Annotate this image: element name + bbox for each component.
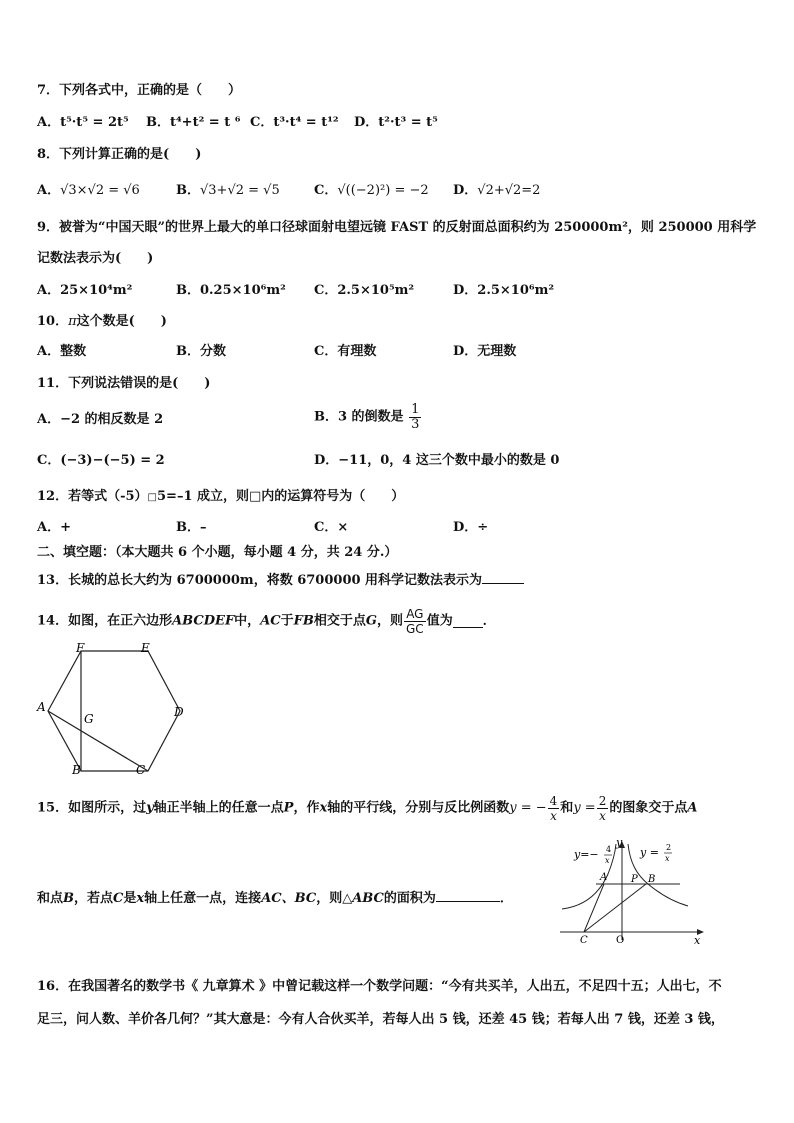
label-f2: y =: [640, 846, 659, 859]
label-a: A: [37, 700, 46, 714]
label-g: G: [84, 712, 94, 726]
q12-option-c: C．×: [314, 520, 349, 535]
q10-option-c: C．有理数: [314, 344, 377, 359]
section-heading: 二、填空题：（本大题共 6 个小题，每小题 4 分，共 24 分.）: [37, 545, 398, 560]
label-point-a: A: [600, 872, 608, 883]
q11-option-c: C．(−3)−(−5) = 2: [37, 453, 165, 468]
q7-option-a: A．t⁵·t⁵ = 2t⁵: [37, 115, 129, 130]
q12-option-b: B．–: [176, 520, 207, 535]
q8-option-c-math: √((−2)²) = −2: [337, 183, 429, 198]
q15-fraction-1: $\frac{4}{x}$: [549, 794, 558, 823]
answer-blank: [482, 571, 524, 584]
label-e: E: [141, 641, 150, 655]
label-c: C: [136, 763, 146, 777]
q7-option-c: C．t³·t⁴ = t¹²: [250, 115, 339, 130]
q9-stem-line1: 9．被誉为“中国天眼”的世界上最大的单口径球面射电望远镜 FAST 的反射面总面积约为 250000m²，则 250000 用科学: [37, 220, 757, 235]
label-point-b: B: [648, 874, 656, 885]
label-d: D: [174, 705, 184, 719]
q8-option-a-math: √3×√2 = √6: [60, 183, 140, 198]
q11-option-a: A．−2 的相反数是 2: [37, 412, 164, 427]
q14-stem: 14．如图，在正六边形ABCDEF中，AC于FB相交于点G，则 $\frac{AG}{GC}$ 值为 ．: [37, 607, 496, 636]
q16-line1: 16．在我国著名的数学书《 九章算术 》中曾记载这样一个数学问题：“今有共买羊，人出五，不足四十五；人出七，不: [37, 979, 722, 994]
hexagon-figure: [30, 640, 200, 780]
q12-stem: 12．若等式（-5）□5=–1 成立，则□内的运算符号为（ ）: [37, 489, 405, 504]
q10-option-d: D．无理数: [453, 344, 517, 359]
label-f2-num: 2: [666, 843, 672, 852]
q7-option-d: D．t²·t³ = t⁵: [354, 115, 438, 130]
q16-line2: 足三，问人数、羊价各几何？”其大意是：今有人合伙买羊，若每人出 5 钱，还差 45 钱；若每人出 7 钱，还差 3 钱，: [37, 1012, 724, 1027]
q13-stem: 13．长城的总长大约为 6700000m，将数 6700000 用科学记数法表示为: [37, 571, 524, 590]
q9-option-d: D．2.5×10⁶m²: [453, 283, 555, 298]
q7-stem: 7．下列各式中，正确的是（ ）: [37, 83, 242, 98]
q12-option-d: D．÷: [453, 520, 489, 535]
label-f2-den: x: [665, 854, 670, 863]
q8-option-a: A．√3×√2 = √6: [37, 183, 140, 198]
label-b: B: [72, 763, 81, 777]
answer-blank: [436, 889, 500, 902]
q8-option-b-math: √3+√2 = √5: [200, 183, 280, 198]
label-f1: y=−: [574, 848, 599, 861]
q15-stem-line2: 和点B，若点C是x轴上任意一点，连接AC、BC，则△ABC的面积为 ．: [37, 891, 513, 906]
q11-fraction: $\frac{1}{3}$: [411, 402, 420, 432]
q12-option-a: A．+: [37, 520, 71, 535]
label-f1-den: x: [605, 856, 610, 865]
q11-option-b: B．3 的倒数是 $\frac{1}{3}$: [314, 402, 420, 432]
q10-stem: 10．π这个数是( ): [37, 314, 167, 329]
q9-option-c: C．2.5×10⁵m²: [314, 283, 415, 298]
q14-fraction: $\frac{AG}{GC}$: [406, 607, 424, 636]
q8-option-d: D．√2+√2=2: [453, 183, 541, 198]
q15-fraction-2: $\frac{2}{x}$: [598, 794, 607, 823]
segment-ac: [48, 711, 148, 771]
hyperbola-figure: [556, 836, 712, 948]
q8-stem: 8．下列计算正确的是( ): [37, 147, 202, 162]
q9-option-a: A．25×10⁴m²: [37, 283, 133, 298]
hexagon-outline: [48, 651, 180, 771]
answer-blank: [453, 615, 483, 628]
label-point-c: C: [580, 935, 588, 946]
label-f1-num: 4: [606, 845, 612, 854]
label-f: F: [76, 641, 85, 655]
q8-option-b: B．√3+√2 = √5: [176, 183, 280, 198]
q11-stem: 11．下列说法错误的是( ): [37, 376, 211, 391]
q7-option-b: B．t⁴+t² = t ⁶: [146, 115, 241, 130]
label-x: x: [694, 934, 701, 947]
pi-symbol: π: [68, 314, 77, 329]
label-origin: O: [616, 935, 625, 946]
q15-stem-line1: 15．如图所示，过y轴正半轴上的任意一点P，作x轴的平行线，分别与反比例函数y = − $\frac{4}{x}$ 和y = $\frac{2}{x}$ 的图象交于点A: [37, 794, 698, 823]
q10-option-a: A．整数: [37, 344, 87, 359]
q8-option-c: C．√((−2)²) = −2: [314, 183, 429, 198]
label-point-p: P: [631, 874, 638, 885]
label-y: y: [616, 836, 623, 849]
q12-box-symbol: □: [147, 492, 157, 503]
q11-option-d: D．−11，0，4 这三个数中最小的数是 0: [314, 453, 560, 468]
q10-option-b: B．分数: [176, 344, 226, 359]
segment-bc: [584, 884, 646, 932]
q9-stem-line2: 记数法表示为( ): [37, 251, 154, 266]
q9-option-b: B．0.25×10⁶m²: [176, 283, 286, 298]
q8-option-d-math: √2+√2=2: [477, 183, 541, 198]
